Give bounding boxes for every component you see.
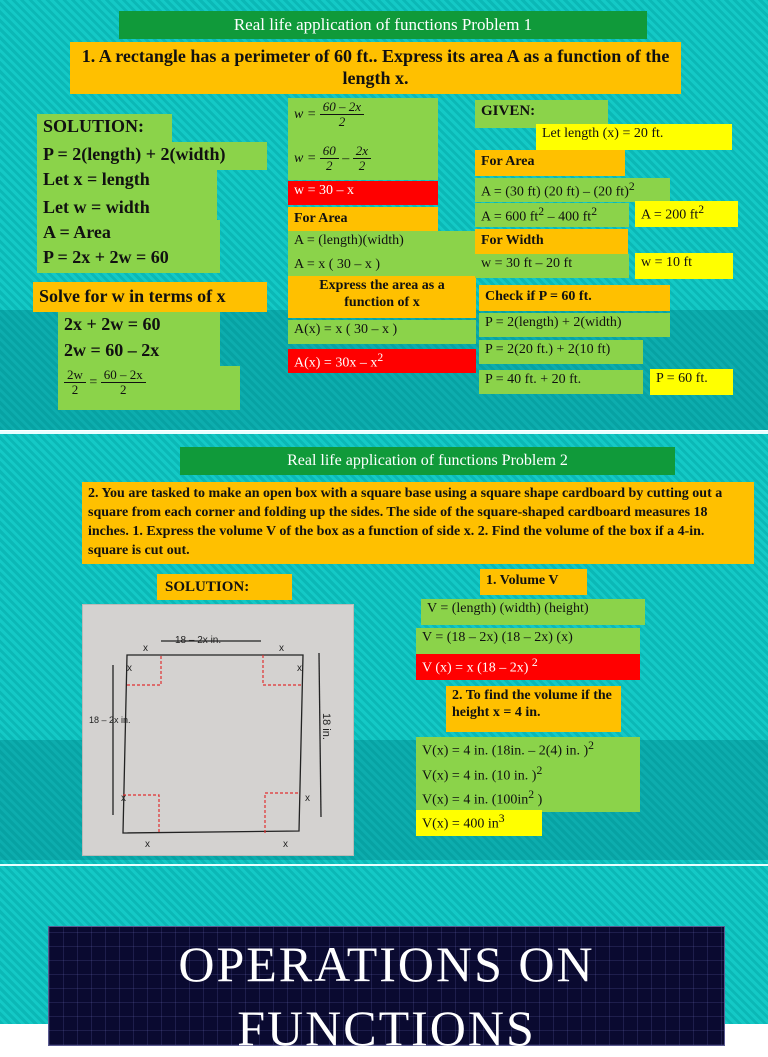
sketch-x-1: x — [143, 643, 148, 654]
solve-step-2: 2w = 60 – 2x — [58, 338, 220, 366]
width-result: w = 10 ft — [635, 253, 733, 279]
find-volume-label: 2. To find the volume if the height x = 4 in. — [446, 686, 621, 732]
w-fraction-2: w = $\frac{60}{2}$ – $\frac{2x}{2}$ — [288, 142, 438, 180]
find-line-3: V(x) = 4 in. ($100in^2$ ) — [416, 786, 640, 812]
sketch-x-7: x — [145, 839, 150, 850]
check-line-1: P = 2(length) + 2(width) — [479, 313, 670, 337]
title-box — [48, 926, 725, 1056]
width-calc: w = 30 ft – 20 ft — [475, 254, 629, 278]
title-line-1: OPERATIONS ON — [178, 936, 595, 992]
sketch-x-2: x — [279, 643, 284, 654]
w-fraction-1: w = $\frac{60 - 2x}{2}$ — [288, 98, 438, 142]
fraction-2w-over-2: $\frac{2w}{2}$ — [64, 368, 86, 398]
sketch-label-right: 18 in. — [320, 713, 332, 740]
fraction-60-2x-over-2: $\frac{60 - 2x}{2}$ — [101, 368, 146, 398]
area-calc-2: A = 600 $ft^2 - 400$ $ft^2$ — [475, 203, 629, 227]
slide-title — [0, 866, 768, 1056]
check-line-2: P = 2(20 ft.) + 2(10 ft) — [479, 340, 643, 364]
equals-sign: = — [89, 375, 98, 391]
slide-problem-2 — [0, 434, 768, 864]
perimeter-equation: P = 2x + 2w = 60 — [37, 245, 220, 273]
express-area-label: Express the area as a function of x — [288, 276, 476, 318]
sketch-label-top: 18 – 2x in. — [175, 635, 222, 646]
solution-label: SOLUTION: — [37, 114, 172, 142]
volume-line-1: V = (length) (width) (height) — [421, 599, 645, 625]
solve-for-w-label: Solve for w in terms of x — [33, 282, 267, 312]
problem1-header: Real life application of functions Problem 1 — [119, 11, 647, 39]
area-function-1: A(x) = x ( 30 – x ) — [288, 320, 476, 344]
fraction-60-2x-over-2-b: $\frac{60 - 2x}{2}$ — [320, 100, 364, 130]
let-x-length: Let x = length — [37, 167, 217, 195]
volume-result: V(x) = 400 $in^3$ — [416, 810, 542, 836]
let-length-20: Let length (x) = 20 ft. — [536, 124, 732, 150]
for-width-label: For Width — [475, 229, 628, 255]
area-length-width: A = (length)(width) — [288, 231, 476, 255]
box-sketch — [83, 605, 353, 855]
w-result: w = 30 – x — [288, 181, 438, 205]
sketch-x-5: x — [121, 793, 126, 804]
find-line-1: V(x) = 4 in. (18in. – 2(4) in. )$^2$ — [416, 737, 640, 763]
given-label: GIVEN: — [475, 100, 608, 128]
sketch-x-8: x — [283, 839, 288, 850]
check-p-label: Check if P = 60 ft. — [479, 285, 670, 311]
for-area-label: For Area — [288, 207, 438, 231]
fraction-2x-over-2: $\frac{2x}{2}$ — [353, 144, 371, 174]
volume-line-2: V = (18 – 2x) (18 – 2x) (x) — [416, 628, 640, 654]
find-line-2: V(x) = 4 in. (10 in. )$^2$ — [416, 762, 640, 788]
check-line-3: P = 40 ft. + 20 ft. — [479, 370, 643, 394]
sketch-x-4: x — [297, 663, 302, 674]
sketch-x-3: x — [127, 663, 132, 674]
perimeter-formula: P = 2(length) + 2(width) — [37, 142, 267, 170]
box-sketch-photo — [82, 604, 354, 856]
problem2-statement: 2. You are tasked to make an open box with a square base using a square shape cardboard by cutting out a square from each corner and folding up the sides. The side of the square-shaped cardboard measures 18 inches. 1. Express the volume V of the box as a function of side x. 2. Find the volume of the box if a 4-in. square is cut out. — [82, 482, 754, 564]
let-w-width: Let w = width — [37, 195, 217, 223]
p-result: P = 60 ft. — [650, 369, 733, 395]
area-calc-1: A = (30 ft) (20 ft) – (20 ft)$^2$ — [475, 178, 670, 202]
a-area: A = Area — [37, 220, 220, 248]
for-area-label-2: For Area — [475, 150, 625, 176]
problem2-header: Real life application of functions Problem 2 — [180, 447, 675, 475]
area-x-30-x: A = x ( 30 – x ) — [288, 255, 476, 279]
problem1-statement: 1. A rectangle has a perimeter of 60 ft.. Express its area A as a function of the length x. — [70, 42, 681, 94]
slide-problem-1 — [0, 0, 768, 430]
solve-step-3 — [58, 366, 240, 410]
solution-label-2: SOLUTION: — [157, 574, 292, 600]
solve-step-1: 2x + 2w = 60 — [58, 312, 220, 340]
volume-label: 1. Volume V — [480, 569, 587, 595]
title-line-2: FUNCTIONS — [237, 1000, 536, 1056]
fraction-60-over-2: $\frac{60}{2}$ — [320, 144, 339, 174]
sketch-label-left: 18 – 2x in. — [89, 715, 131, 725]
area-function-2: $A(x) = 30x - x^2$ — [288, 349, 476, 373]
sketch-x-6: x — [305, 793, 310, 804]
area-result: A = 200 $ft^2$ — [635, 201, 738, 227]
volume-function: V (x) = x (18 – 2x) $^2$ — [416, 654, 640, 680]
